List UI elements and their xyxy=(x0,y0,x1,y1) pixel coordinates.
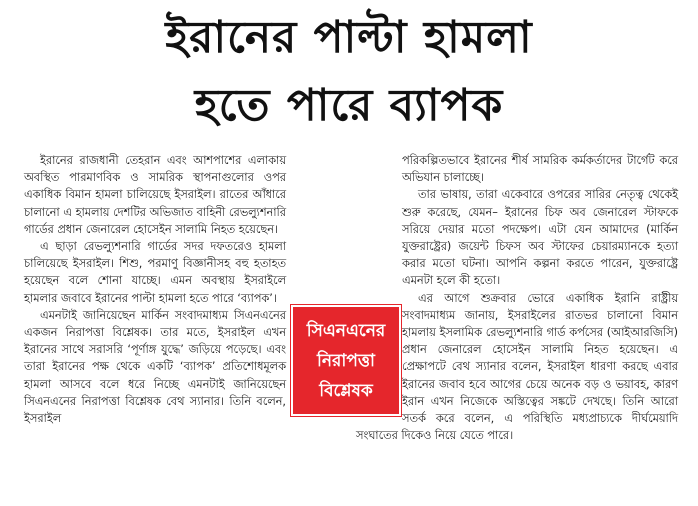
paragraph: ইরানের রাজধানী তেহরান এবং আশপাশের এলাকায় অবস্থিত পারমাণবিক ও সামরিক স্থাপনাগুলোর ওপর একাধিক বিমান হামলা চালিয়েছে ইসরাইল। রাতের আঁধারে চালানো এ হামলায় দেশটির অভিজাত বাহিনী রেভল্যুশনারি গার্ডের প্রধান জেনারেল হোসেইন সালামি নিহত হয়েছেন। xyxy=(24,154,286,236)
callout-line-3: বিশ্লেষক xyxy=(319,380,373,401)
callout-line-1: সিএনএনের xyxy=(306,320,386,341)
article-column-right xyxy=(356,152,678,444)
paragraph: পরিকল্পিতভাবে ইরানের শীর্ষ সামরিক কর্মকর্তাদের টার্গেট করে অভিযান চালাচ্ছে। xyxy=(402,154,678,185)
paragraph: তার ভাষায়, তারা একেবারে ওপরের সারির নেতৃত্ব থেকেই শুরু করেছে, যেমন– ইরানের চিফ অব জেনারেল স্টাফকে সরিয়ে দেয়ার মতো পদক্ষেপ। এটা যেন আমাদের (মার্কিন যুক্তরাষ্ট্রের) জয়েন্ট চিফস অব স্টাফের চেয়ারম্যানকে হত্যা করার মতো ঘটনা। আপনি কল্পনা করতে পারেন, যুক্তরাষ্ট্রে এমনটা হলে কী হতো। xyxy=(402,188,678,288)
paragraph: এ ছাড়া রেভল্যুশনারি গার্ডের সদর দফতরেও হামলা চালিয়েছে ইসরাইল। শিশু, পরমাণু বিজ্ঞানীসহ বহু হতাহত হয়েছেন বলে শোনা যাচ্ছে। এমন অবস্থায় ইসরাইলে হামলার জবাবে ইরানের পাল্টা হামলা হতে পারে ‘ব্যাপক’। xyxy=(24,240,286,305)
paragraph: এর আগে শুক্রবার ভোরে একাধিক ইরানি রাষ্ট্রীয় সংবাদমাধ্যম জানায়, ইসরাইলের রাতভর চালানো বিমান হামলায় ইসলামিক রেভল্যুশনারি গার্ড কর্পসের (আইআরজিসি) প্রধান জেনারেল হোসেইন সালামি নিহত হয়েছেন। এ প্রেক্ষাপটে বেথ স্যানার বলেন, ইসরাইল ধারণা করছে এবার ইরানের জবাব হবে আগের চেয়ে অনেক বড় ও ভয়াবহ, কারণ ইরান এখন নিজেকে অস্তিত্বের সঙ্কটে দেখছে। তিনি আরো সতর্ক করে বলেন, এ পরিস্থিতি মধ্যপ্রাচ্যকে দীর্ঘমেয়াদি সংঘাতের দিকেও নিয়ে যেতে পারে। xyxy=(356,291,678,443)
paragraph: এমনটাই জানিয়েছেন মার্কিন সংবাদমাধ্যম সিএনএনের একজন নিরাপত্তা বিশ্লেষক। তার মতে, ইসরাইল এখন ইরানের সাথে সরাসরি ‘পূর্ণাঙ্গ যুদ্ধে’ জড়িয়ে পড়েছে। এবং তারা ইরানের পক্ষ থেকে একটি ‘ব্যাপক’ প্রতিশোধমূলক হামলা আসবে বলে ধরে নিচ্ছে এমনটাই জানিয়েছেন সিএনএনের নিরাপত্তা বিশ্লেষক বেথ স্যানার। তিনি বলেন, ইসরাইল xyxy=(24,308,286,426)
callout-line-2: নিরাপত্তা xyxy=(317,350,375,371)
headline-line-2: হতে পারে ব্যাপক xyxy=(194,80,504,131)
callout-box xyxy=(291,305,401,416)
headline-line-1: ইরানের পাল্টা হামলা xyxy=(165,12,533,63)
